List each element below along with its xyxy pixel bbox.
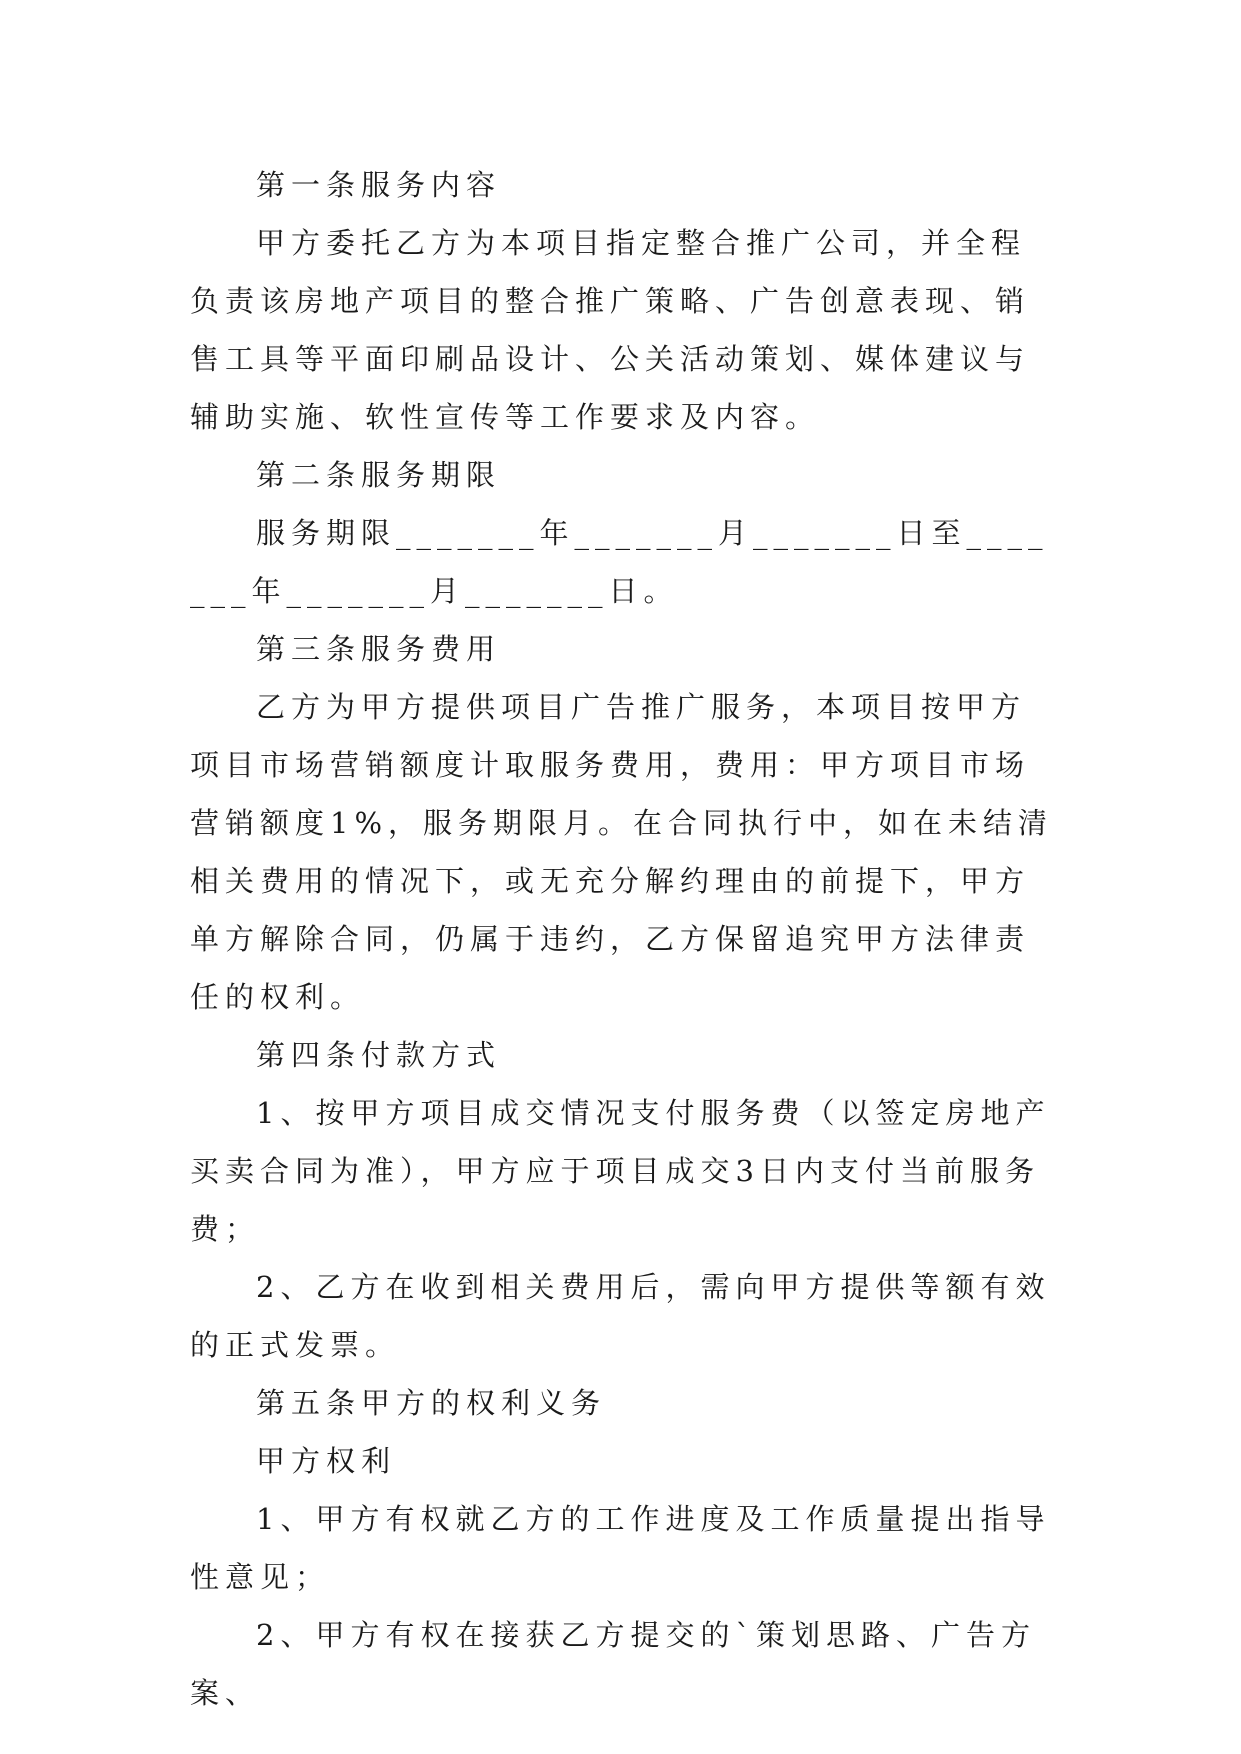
article-4-heading: 第四条付款方式 <box>256 1038 502 1072</box>
party-a-rights-item-2: 2、甲方有权在接获乙方提交的`策划思路、广告方案、 <box>190 1618 1036 1710</box>
article-4-item-2: 2、乙方在收到相关费用后，需向甲方提供等额有效的正式发票。 <box>190 1270 1051 1362</box>
document-body <box>190 156 1060 1722</box>
article-3-body: 乙方为甲方提供项目广告推广服务，本项目按甲方项目市场营销额度计取服务费用，费用：甲方项目市场营销额度1%，服务期限月。在合同执行中，如在未结清相关费用的情况下，或无充分解约理由的前提下，甲方单方解除合同，仍属于违约，乙方保留追究甲方法律责任的权利。 <box>190 690 1054 1014</box>
article-1-heading: 第一条服务内容 <box>256 168 502 202</box>
article-2-body: 服务期限_______年_______月_______日至_______年_______月_______日。 <box>190 516 1049 608</box>
article-4-item-1: 1、按甲方项目成交情况支付服务费（以签定房地产买卖合同为准），甲方应于项目成交3日内支付当前服务费； <box>190 1096 1051 1246</box>
party-a-rights-item-1: 1、甲方有权就乙方的工作进度及工作质量提出指导性意见； <box>190 1502 1051 1594</box>
party-a-rights-heading: 甲方权利 <box>256 1444 397 1478</box>
article-2-heading: 第二条服务期限 <box>256 458 502 492</box>
article-5-heading: 第五条甲方的权利义务 <box>256 1386 607 1420</box>
article-3-heading: 第三条服务费用 <box>256 632 502 666</box>
article-1-body: 甲方委托乙方为本项目指定整合推广公司，并全程负责该房地产项目的整合推广策略、广告创意表现、销售工具等平面印刷品设计、公关活动策划、媒体建议与辅助实施、软性宣传等工作要求及内容。 <box>190 226 1031 434</box>
